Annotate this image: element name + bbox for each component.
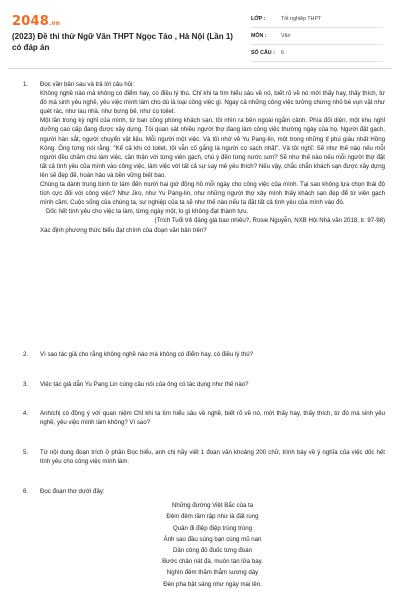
question-3 [23, 380, 385, 389]
poem-line: Nghìn đêm thăm thẳm sương dày [166, 569, 259, 577]
poem [40, 500, 385, 590]
site-logo[interactable] [12, 14, 60, 29]
question-text: Đọc đoạn thơ dưới đây: [40, 488, 105, 495]
meta-label: SỐ CÂU : [251, 50, 275, 56]
meta-row-subject [251, 28, 383, 45]
poem-line: Đèn pha bật sáng như ngày mai lên. [163, 580, 262, 588]
meta-value: 6 [281, 50, 284, 56]
meta-value: Văn [281, 33, 291, 39]
passage-paragraph: Chúng ta dành trung bình từ tám đến mười hai giờ đồng hồ mỗi ngày cho công việc của mình. Tại sao không lựa chọn thái độ tích cực đối với công việc? Như Jiro, như Yu Pang-lin, như những người thợ xây mình thấy khách sạn đẹp để từ viên gạch mình cầm. Cuộc sống của chúng ta, sự nghiệp của ta sẽ như thế nào nếu ta đặt tất cả tình yêu của mình vào đó. [40, 181, 385, 207]
question-body [40, 80, 385, 235]
question-2 [23, 350, 385, 359]
question-body [40, 350, 385, 359]
poem-line: Ánh sao đầu súng bạn cùng mũ nan [163, 535, 262, 543]
passage-source: (Trích Tuổi trẻ đáng giá bao nhiêu?, Rosie Nguyễn, NXB Hội Nhà văn 2018, tr. 97-98) [154, 217, 385, 225]
logo-text: 2048 [12, 14, 49, 29]
question-text: Đọc văn bản sau và trả lời câu hỏi: [40, 81, 135, 88]
poem-line: Quân đi điệp điệp trùng trùng [173, 524, 252, 532]
poem-line: Bước chân nát đá, muôn tàn lửa bay. [162, 558, 263, 566]
header-divider [8, 68, 392, 69]
meta-label: MÔN : [251, 33, 267, 39]
question-number: 4. [23, 410, 29, 417]
passage-paragraph: Không nghề nào mà không có điểm hay, có điều lý thú. Chỉ khi ta tìm hiểu sâu về nó, biết rõ về nó mới thấy hay, thấy thích, từ đó mà sinh yêu nghề, yêu việc mình làm cho dù là loại công việc gì. Ngay cả những công việc tưởng chừng nhỏ bé vụn vặt như quét rác, như lau nhà, như bưng bê, như cọ toilet. [40, 90, 385, 116]
question-text: Từ nội dung đoạn trích ở phần Đọc hiểu, anh chị hãy viết 1 đoạn văn khoảng 200 chữ, trình bày về ý nghĩa của việc dốc hết tình yêu cho công việc mình làm. [40, 449, 385, 466]
question-body [40, 380, 385, 389]
meta-row-question-count [251, 45, 383, 62]
question-text: Xác định phương thức biểu đạt chính của đoạn văn bản trên? [40, 226, 207, 234]
logo-suffix: .vn [48, 20, 61, 27]
poem-line: Những đường Việt Bắc của ta [171, 502, 254, 510]
meta-value: Tốt nghiệp THPT [281, 16, 322, 22]
question-text: Vì sao tác giả cho rằng không nghề nào mà không có điểm hay, có điều lý thú? [40, 351, 253, 358]
poem-line: Dân công đỏ đuốc từng đoàn [173, 546, 252, 554]
question-body [40, 487, 385, 590]
question-number: 5. [23, 449, 29, 456]
question-body [40, 448, 385, 466]
exam-title: (2023) Đề thi thử Ngữ Văn THPT Ngọc Tảo , Hà Nội (Lần 1) có đáp án [12, 32, 233, 52]
question-4 [23, 409, 385, 427]
question-number: 1. [23, 81, 29, 88]
question-number: 6. [23, 488, 29, 495]
question-text: Anh/chị có đồng ý với quan niệm Chỉ khi ta tìm hiểu sâu về nghề, biết rõ về nó, mới thấy hay, thấy thích, từ đó mà sinh yêu nghề, yêu việc mình làm không? Vì sao? [40, 410, 385, 427]
question-body [40, 409, 385, 427]
question-number: 2. [23, 351, 29, 358]
question-text: Việc tác giả dẫn Yu Pang Lin cùng câu nói của ông có tác dụng như thế nào? [40, 381, 249, 388]
meta-label: LỚP : [251, 16, 266, 22]
exam-meta [251, 11, 383, 62]
poem-line: Đêm đêm rầm rập như là đất rung [166, 513, 259, 521]
question-6 [23, 487, 385, 590]
passage-paragraph: Dốc hết tình yêu cho việc ta làm, từng ngày một, lo gì không đạt thành tựu. [46, 208, 249, 216]
meta-row-class [251, 11, 383, 28]
question-number: 3. [23, 381, 29, 388]
passage-paragraph: Một lần trong kỳ nghỉ của mình, từ ban công phòng khách sạn, tôi nhìn ra bên ngoài ngắm cảnh. Phía đối diện, một khu nghỉ dưỡng cao cấp đang được xây dựng. Tôi quan sát nhiều người thợ đang làm công việc thường ngày của họ. Người đặt gạch, người hàn sắt, người chuyển vật liệu. Mỗi người một việc. Và tôi nhớ về Yu Pang-lin, một trong những tỉ phú giàu nhất Hồng Kông. Ông từng nói rằng: "Kể cả khi có toilet, tôi vẫn cố gắng là người cọ sạch nhất". Và tôi nghĩ: Sẽ như thế nào nếu mỗi người đều chăm chú làm việc, cần thận với từng viên gạch, chú ý đến từng nước sơn? Sẽ như thế nào nếu mỗi người thợ đặt tất cả tình yêu của mình vào công việc, làm việc với tất cả sự say mê yêu thích? Nếu vậy, chắc chắn khách sạn được xây dựng lên sẽ đẹp đẽ, hoàn hảo và bền vững biết bao. [40, 117, 385, 179]
question-1 [23, 80, 385, 235]
question-5 [23, 448, 385, 466]
